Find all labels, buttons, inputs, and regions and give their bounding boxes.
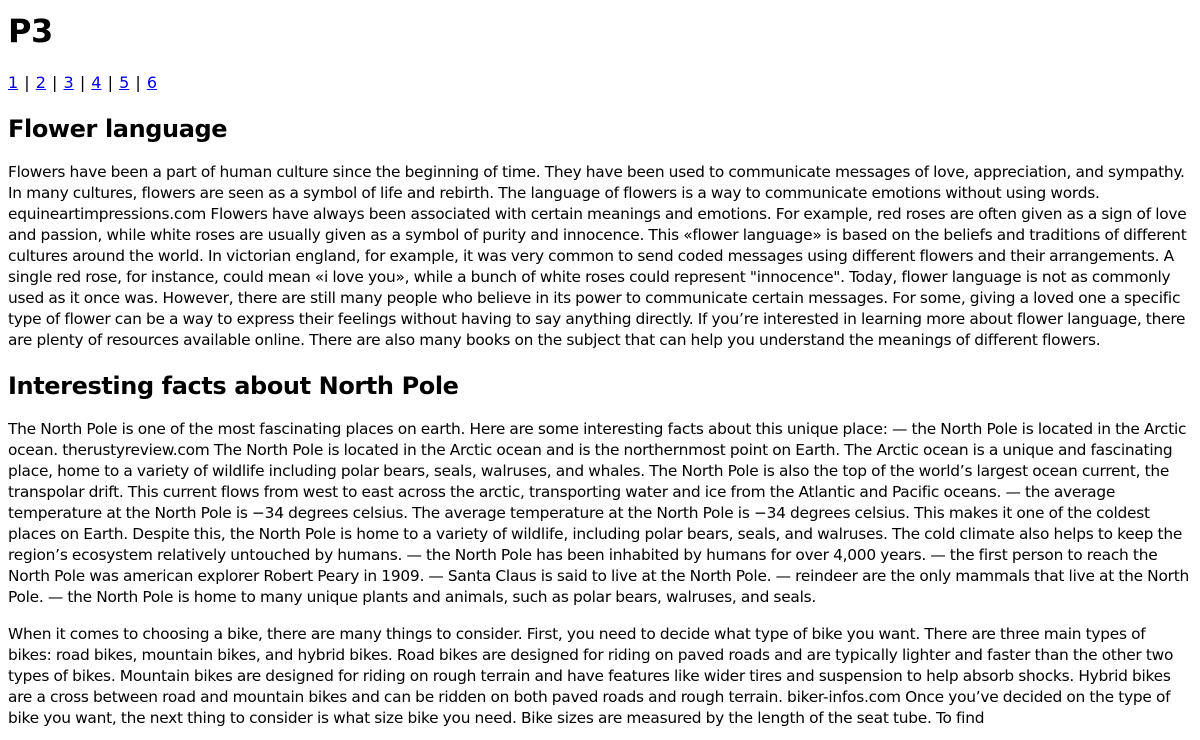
- pagination-separator: |: [79, 73, 86, 92]
- page-link-4[interactable]: 4: [91, 73, 102, 92]
- pagination-separator: |: [107, 73, 113, 92]
- paragraph-bikes: When it comes to choosing a bike, there are many things to consider. First, you need to decide what type of bike you want. There are three main types of bikes: road bikes, mountain bikes, and hybrid bikes. Road bikes are designed for riding on paved roads and are typically lighter and faster than the other two types of bikes. Mountain bikes are designed for riding on rough terrain and have features like wider tires and suspension to help absorb shocks. Hybrid bikes are a cross between road and mountain bikes and can be ridden on both paved roads and rough terrain. biker-infos.com Once you’ve decided on the type of bike you want, the next thing to consider is what size bike you need. Bike sizes are measured by the length of the seat tube. To find: [8, 625, 1174, 727]
- pagination: [8, 72, 1192, 94]
- section-paragraph-flower-language: Flowers have been a part of human culture since the beginning of time. They have been used to communicate messages of love, appreciation, and sympathy. In many cultures, flowers are seen as a symbol of life and rebirth. The language of flowers is a way to communicate emotions without using words. equineartimpressions.com Flowers have always been associated with certain meanings and emotions. For example, red roses are often given as a sign of love and passion, while white roses are usually given as a symbol of purity and innocence. This «flower language» is based on the beliefs and traditions of different cultures around the world. In victorian england, for example, it was very common to send coded messages using different flowers and their arrangements. A single red rose, for instance, could mean «i love you», while a bunch of white roses could represent "innocence". Today, flower language is not as commonly used as it once was. However, there are still many people who believe in its power to communicate certain messages. For some, giving a loved one a specific type of flower can be a way to express their feelings without having to say anything directly. If you’re interested in learning more about flower language, there are plenty of resources available online. There are also many books on the subject that can help you understand the meanings of different flowers.: [8, 163, 1187, 349]
- pagination-separator: |: [135, 73, 141, 92]
- page-title: P3: [8, 12, 53, 50]
- section-heading-flower-language: Flower language: [8, 115, 228, 143]
- page-link-6[interactable]: 6: [146, 73, 158, 92]
- pagination-separator: |: [52, 73, 58, 92]
- page-link-1[interactable]: 1: [8, 73, 19, 92]
- page-link-5[interactable]: 5: [119, 73, 130, 92]
- pagination-separator: |: [24, 73, 30, 92]
- section-paragraph-north-pole: The North Pole is one of the most fascinating places on earth. Here are some interesting facts about this unique place: — the North Pole is located in the Arctic ocean. therustyreview.com The North Pole is located in the Arctic ocean and is the northernmost point on Earth. The Arctic ocean is a unique and fascinating place, home to a variety of wildlife including polar bears, seals, walruses, and whales. The North Pole is also the top of the world’s largest ocean current, the transpolar drift. This current flows from west to east across the arctic, transporting water and ice from the Atlantic and Pacific oceans. — the average temperature at the North Pole is −34 degrees celsius. The average temperature at the North Pole is −34 degrees celsius. This makes it one of the coldest places on Earth. Despite this, the North Pole is home to a variety of wildlife, including polar bears, seals, and walruses. The cold climate also helps to keep the region’s ecosystem relatively untouched by humans. — the North Pole has been inhabited by humans for over 4,000 years. — the first person to reach the North Pole was american explorer Robert Peary in 1909. — Santa Claus is said to live at the North Pole. — reindeer are the only mammals that live at the North Pole. — the North Pole is home to many unique plants and animals, such as polar bears, walruses, and seals.: [8, 420, 1189, 606]
- page-link-2[interactable]: 2: [35, 73, 46, 92]
- page-link-3[interactable]: 3: [63, 73, 74, 92]
- section-heading-north-pole: Interesting facts about North Pole: [8, 372, 459, 400]
- page-content: [0, 12, 1200, 729]
